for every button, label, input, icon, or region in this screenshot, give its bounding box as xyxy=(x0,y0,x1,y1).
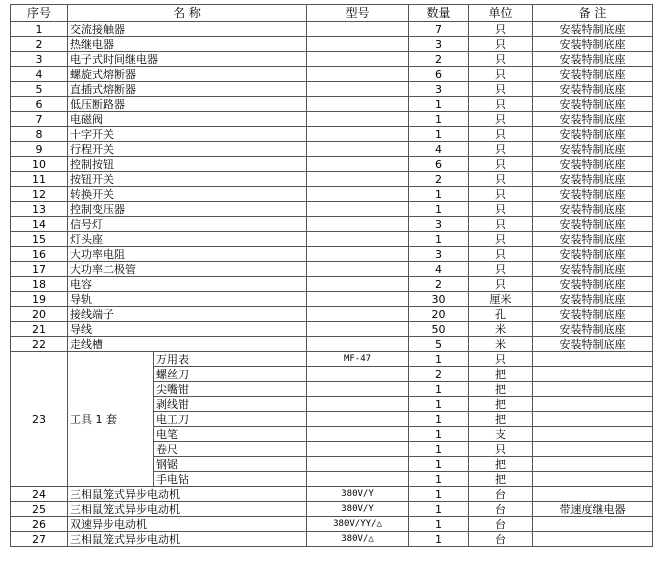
row-note: 安装特制底座 xyxy=(533,187,653,202)
row-name: 电磁阀 xyxy=(68,112,307,127)
table-row xyxy=(11,172,653,187)
row-seq: 26 xyxy=(11,517,68,532)
tool-note xyxy=(533,367,653,382)
row-note: 安装特制底座 xyxy=(533,67,653,82)
row-seq: 13 xyxy=(11,202,68,217)
table-row xyxy=(11,307,653,322)
tool-model xyxy=(307,457,409,472)
row-name: 导线 xyxy=(68,322,307,337)
tool-model xyxy=(307,367,409,382)
tool-model xyxy=(307,397,409,412)
row-seq: 27 xyxy=(11,532,68,547)
table-row xyxy=(11,217,653,232)
row-model xyxy=(307,157,409,172)
header-model: 型号 xyxy=(307,5,409,22)
row-note: 安装特制底座 xyxy=(533,232,653,247)
row-model: 380V/Y xyxy=(307,487,409,502)
row-unit: 只 xyxy=(469,127,533,142)
table-row xyxy=(11,112,653,127)
row-note xyxy=(533,487,653,502)
table-row xyxy=(11,337,653,352)
row-seq: 15 xyxy=(11,232,68,247)
row-name: 螺旋式熔断器 xyxy=(68,67,307,82)
tool-model: MF-47 xyxy=(307,352,409,367)
row-name: 三相鼠笼式异步电动机 xyxy=(68,487,307,502)
row-note: 安装特制底座 xyxy=(533,307,653,322)
row-qty: 5 xyxy=(409,337,469,352)
tool-name: 钢锯 xyxy=(154,457,307,472)
tool-model xyxy=(307,427,409,442)
row-qty: 3 xyxy=(409,247,469,262)
tool-row xyxy=(11,352,653,367)
row-unit: 只 xyxy=(469,187,533,202)
row-unit: 只 xyxy=(469,22,533,37)
tool-qty: 1 xyxy=(409,382,469,397)
table-body xyxy=(11,22,653,547)
table-row xyxy=(11,487,653,502)
row-note: 安装特制底座 xyxy=(533,97,653,112)
row-name: 控制按钮 xyxy=(68,157,307,172)
row-qty: 20 xyxy=(409,307,469,322)
tool-name: 螺丝刀 xyxy=(154,367,307,382)
row-seq: 22 xyxy=(11,337,68,352)
row-note: 安装特制底座 xyxy=(533,157,653,172)
row-seq: 8 xyxy=(11,127,68,142)
tool-note xyxy=(533,472,653,487)
row-unit: 只 xyxy=(469,82,533,97)
row-qty: 1 xyxy=(409,202,469,217)
tool-qty: 1 xyxy=(409,427,469,442)
row-seq: 16 xyxy=(11,247,68,262)
row-name: 接线端子 xyxy=(68,307,307,322)
row-note: 安装特制底座 xyxy=(533,37,653,52)
table-row xyxy=(11,247,653,262)
tool-name: 剥线钳 xyxy=(154,397,307,412)
row-model xyxy=(307,307,409,322)
tool-unit: 把 xyxy=(469,412,533,427)
row-seq: 1 xyxy=(11,22,68,37)
row-note: 安装特制底座 xyxy=(533,22,653,37)
row-seq: 14 xyxy=(11,217,68,232)
row-unit: 只 xyxy=(469,217,533,232)
table-row xyxy=(11,292,653,307)
row-name: 大功率二极管 xyxy=(68,262,307,277)
row-note: 带速度继电器 xyxy=(533,502,653,517)
tool-note xyxy=(533,412,653,427)
row-model xyxy=(307,247,409,262)
row-name: 三相鼠笼式异步电动机 xyxy=(68,502,307,517)
row-model xyxy=(307,217,409,232)
row-model xyxy=(307,52,409,67)
tools-label: 工具 1 套 xyxy=(68,352,154,487)
row-name: 转换开关 xyxy=(68,187,307,202)
tool-name: 万用表 xyxy=(154,352,307,367)
row-unit: 只 xyxy=(469,52,533,67)
tool-qty: 1 xyxy=(409,442,469,457)
tool-model xyxy=(307,382,409,397)
row-note: 安装特制底座 xyxy=(533,52,653,67)
row-qty: 1 xyxy=(409,127,469,142)
tool-unit: 把 xyxy=(469,472,533,487)
row-seq: 2 xyxy=(11,37,68,52)
row-unit: 只 xyxy=(469,202,533,217)
tool-qty: 2 xyxy=(409,367,469,382)
table-row xyxy=(11,67,653,82)
header-seq: 序号 xyxy=(11,5,68,22)
row-unit: 台 xyxy=(469,502,533,517)
tool-note xyxy=(533,457,653,472)
table-row xyxy=(11,82,653,97)
table-row xyxy=(11,502,653,517)
row-name: 按钮开关 xyxy=(68,172,307,187)
row-seq: 17 xyxy=(11,262,68,277)
tool-note xyxy=(533,397,653,412)
row-model xyxy=(307,232,409,247)
table-row xyxy=(11,277,653,292)
row-name: 信号灯 xyxy=(68,217,307,232)
row-qty: 1 xyxy=(409,232,469,247)
table-row xyxy=(11,187,653,202)
row-note: 安装特制底座 xyxy=(533,172,653,187)
table-row xyxy=(11,127,653,142)
row-model xyxy=(307,172,409,187)
row-unit: 只 xyxy=(469,232,533,247)
tool-note xyxy=(533,427,653,442)
header-note: 备 注 xyxy=(533,5,653,22)
row-seq: 10 xyxy=(11,157,68,172)
row-seq: 18 xyxy=(11,277,68,292)
row-name: 三相鼠笼式异步电动机 xyxy=(68,532,307,547)
tool-qty: 1 xyxy=(409,397,469,412)
row-model xyxy=(307,67,409,82)
tool-qty: 1 xyxy=(409,472,469,487)
tool-qty: 1 xyxy=(409,457,469,472)
tool-qty: 1 xyxy=(409,352,469,367)
row-name: 低压断路器 xyxy=(68,97,307,112)
row-model xyxy=(307,277,409,292)
row-note: 安装特制底座 xyxy=(533,262,653,277)
tool-qty: 1 xyxy=(409,412,469,427)
row-seq: 25 xyxy=(11,502,68,517)
row-unit: 只 xyxy=(469,172,533,187)
row-name: 双速异步电动机 xyxy=(68,517,307,532)
tool-name: 卷尺 xyxy=(154,442,307,457)
row-seq: 24 xyxy=(11,487,68,502)
row-qty: 2 xyxy=(409,172,469,187)
tool-model xyxy=(307,442,409,457)
row-qty: 2 xyxy=(409,52,469,67)
row-qty: 1 xyxy=(409,502,469,517)
row-seq: 5 xyxy=(11,82,68,97)
row-seq: 11 xyxy=(11,172,68,187)
row-unit: 米 xyxy=(469,337,533,352)
row-unit: 台 xyxy=(469,532,533,547)
row-unit: 只 xyxy=(469,262,533,277)
tool-unit: 只 xyxy=(469,352,533,367)
row-model xyxy=(307,322,409,337)
row-model: 380V/YY/△ xyxy=(307,517,409,532)
row-unit: 只 xyxy=(469,97,533,112)
equipment-list-table xyxy=(10,4,653,547)
row-note: 安装特制底座 xyxy=(533,112,653,127)
row-model xyxy=(307,112,409,127)
tools-seq: 23 xyxy=(11,352,68,487)
row-note xyxy=(533,517,653,532)
row-unit: 只 xyxy=(469,37,533,52)
row-name: 热继电器 xyxy=(68,37,307,52)
header-qty: 数量 xyxy=(409,5,469,22)
row-qty: 6 xyxy=(409,67,469,82)
row-name: 灯头座 xyxy=(68,232,307,247)
tool-note xyxy=(533,442,653,457)
row-qty: 7 xyxy=(409,22,469,37)
table-row xyxy=(11,262,653,277)
row-qty: 1 xyxy=(409,112,469,127)
row-model: 380V/△ xyxy=(307,532,409,547)
row-note: 安装特制底座 xyxy=(533,277,653,292)
row-model xyxy=(307,292,409,307)
tool-note xyxy=(533,382,653,397)
table-row xyxy=(11,517,653,532)
tool-unit: 把 xyxy=(469,397,533,412)
table-row xyxy=(11,322,653,337)
tool-note xyxy=(533,352,653,367)
row-model: 380V/Y xyxy=(307,502,409,517)
tool-model xyxy=(307,412,409,427)
row-model xyxy=(307,97,409,112)
row-note: 安装特制底座 xyxy=(533,217,653,232)
row-model xyxy=(307,262,409,277)
row-model xyxy=(307,127,409,142)
row-unit: 只 xyxy=(469,112,533,127)
table-row xyxy=(11,142,653,157)
row-note: 安装特制底座 xyxy=(533,82,653,97)
table-row xyxy=(11,157,653,172)
row-qty: 1 xyxy=(409,187,469,202)
tool-name: 电工刀 xyxy=(154,412,307,427)
row-name: 电容 xyxy=(68,277,307,292)
row-seq: 21 xyxy=(11,322,68,337)
row-model xyxy=(307,202,409,217)
row-name: 大功率电阻 xyxy=(68,247,307,262)
row-seq: 6 xyxy=(11,97,68,112)
row-model xyxy=(307,22,409,37)
tool-model xyxy=(307,472,409,487)
tool-name: 电笔 xyxy=(154,427,307,442)
row-qty: 1 xyxy=(409,517,469,532)
row-name: 导轨 xyxy=(68,292,307,307)
row-model xyxy=(307,187,409,202)
row-seq: 7 xyxy=(11,112,68,127)
row-unit: 米 xyxy=(469,322,533,337)
tool-unit: 把 xyxy=(469,367,533,382)
row-qty: 1 xyxy=(409,487,469,502)
row-name: 十字开关 xyxy=(68,127,307,142)
row-name: 控制变压器 xyxy=(68,202,307,217)
row-name: 电子式时间继电器 xyxy=(68,52,307,67)
row-unit: 只 xyxy=(469,247,533,262)
row-name: 走线槽 xyxy=(68,337,307,352)
row-name: 交流接触器 xyxy=(68,22,307,37)
tool-name: 手电钻 xyxy=(154,472,307,487)
row-note: 安装特制底座 xyxy=(533,322,653,337)
row-name: 行程开关 xyxy=(68,142,307,157)
row-seq: 3 xyxy=(11,52,68,67)
row-qty: 2 xyxy=(409,277,469,292)
row-model xyxy=(307,337,409,352)
row-note: 安装特制底座 xyxy=(533,202,653,217)
header-unit: 单位 xyxy=(469,5,533,22)
row-note: 安装特制底座 xyxy=(533,142,653,157)
row-unit: 只 xyxy=(469,277,533,292)
table-row xyxy=(11,37,653,52)
row-model xyxy=(307,82,409,97)
row-qty: 3 xyxy=(409,82,469,97)
row-seq: 9 xyxy=(11,142,68,157)
row-unit: 台 xyxy=(469,517,533,532)
row-unit: 只 xyxy=(469,67,533,82)
row-qty: 4 xyxy=(409,262,469,277)
table-row xyxy=(11,97,653,112)
row-qty: 6 xyxy=(409,157,469,172)
row-unit: 只 xyxy=(469,142,533,157)
table-row xyxy=(11,52,653,67)
row-qty: 50 xyxy=(409,322,469,337)
row-unit: 孔 xyxy=(469,307,533,322)
row-qty: 1 xyxy=(409,97,469,112)
row-seq: 20 xyxy=(11,307,68,322)
row-note xyxy=(533,532,653,547)
tool-unit: 支 xyxy=(469,427,533,442)
row-note: 安装特制底座 xyxy=(533,127,653,142)
row-note: 安装特制底座 xyxy=(533,292,653,307)
row-name: 直插式熔断器 xyxy=(68,82,307,97)
row-model xyxy=(307,142,409,157)
row-qty: 3 xyxy=(409,217,469,232)
row-unit: 台 xyxy=(469,487,533,502)
row-qty: 1 xyxy=(409,532,469,547)
row-unit: 只 xyxy=(469,157,533,172)
row-note: 安装特制底座 xyxy=(533,247,653,262)
row-qty: 4 xyxy=(409,142,469,157)
row-seq: 12 xyxy=(11,187,68,202)
row-qty: 30 xyxy=(409,292,469,307)
row-qty: 3 xyxy=(409,37,469,52)
tool-unit: 把 xyxy=(469,457,533,472)
tool-unit: 只 xyxy=(469,442,533,457)
table-row xyxy=(11,202,653,217)
table-row xyxy=(11,22,653,37)
tool-name: 尖嘴钳 xyxy=(154,382,307,397)
header-name: 名 称 xyxy=(68,5,307,22)
tool-unit: 把 xyxy=(469,382,533,397)
row-seq: 19 xyxy=(11,292,68,307)
row-note: 安装特制底座 xyxy=(533,337,653,352)
table-row xyxy=(11,532,653,547)
row-seq: 4 xyxy=(11,67,68,82)
row-unit: 厘米 xyxy=(469,292,533,307)
row-model xyxy=(307,37,409,52)
header-row xyxy=(11,5,653,22)
table-row xyxy=(11,232,653,247)
